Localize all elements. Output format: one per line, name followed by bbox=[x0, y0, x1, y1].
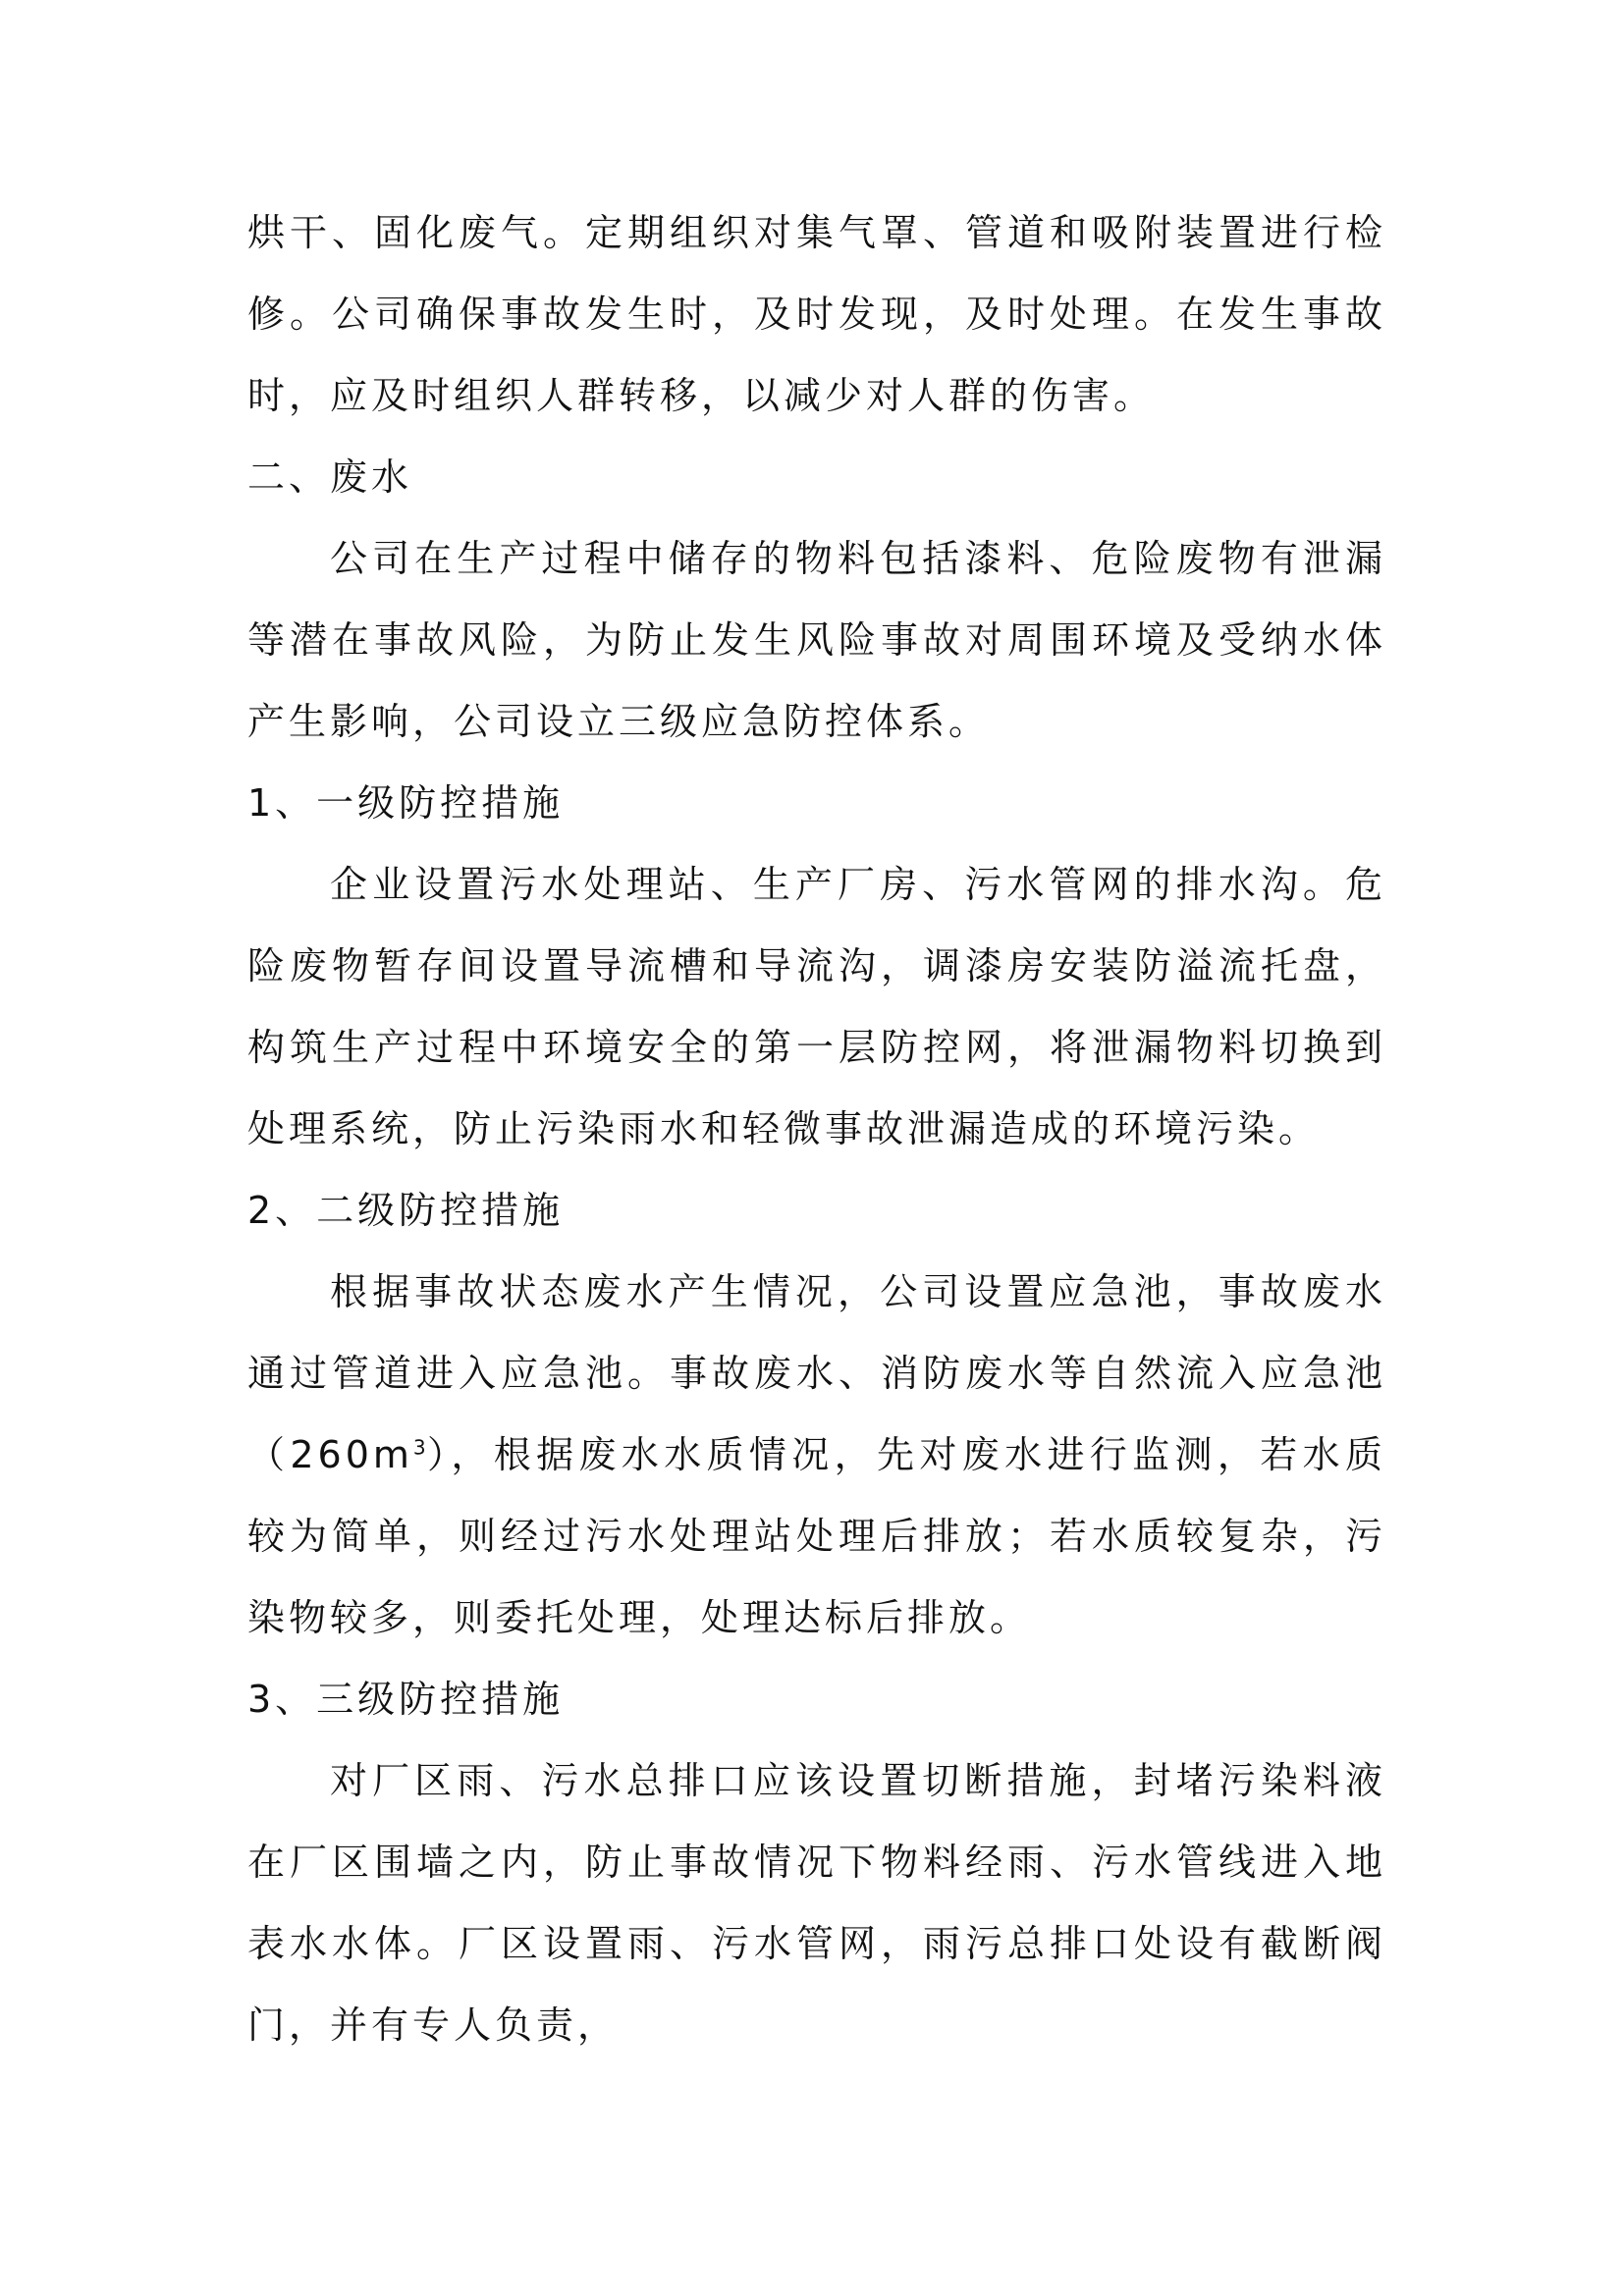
paragraph-level-2-measures bbox=[247, 1252, 1386, 1659]
document-body bbox=[247, 192, 1386, 2066]
paragraph-level-2-text-after: ），根据废水水质情况，先对废水进行监测，若水质较为简单，则经过污水处理站处理后排放；若水质较复杂，污染物较多，则委托处理，处理达标后排放。 bbox=[247, 1433, 1386, 1639]
subheading-level-1-measures: 1、一级防控措施 bbox=[247, 781, 565, 825]
subheading-level-3-measures: 3、三级防控措施 bbox=[247, 1678, 565, 1721]
paragraph-level-2-text-before: 根据事故状态废水产生情况，公司设置应急池，事故废水通过管道进入应急池。事故废水、消防废水等自然流入应急池（260m bbox=[247, 1270, 1386, 1476]
paragraph-level-3-measures: 对厂区雨、污水总排口应该设置切断措施，封堵污染料液在厂区围墙之内，防止事故情况下物料经雨、污水管线进入地表水水体。厂区设置雨、污水管网，雨污总排口处设有截断阀门，并有专人负责， bbox=[247, 1759, 1386, 2047]
paragraph-waste-gas-continued: 烘干、固化废气。定期组织对集气罩、管道和吸附装置进行检修。公司确保事故发生时，及时发现，及时处理。在发生事故时，应及时组织人群转移，以减少对人群的伤害。 bbox=[247, 211, 1386, 417]
section-heading-wastewater: 二、废水 bbox=[247, 455, 413, 499]
paragraph-wastewater-intro: 公司在生产过程中储存的物料包括漆料、危险废物有泄漏等潜在事故风险，为防止发生风险事故对周围环境及受纳水体产生影响，公司设立三级应急防控体系。 bbox=[247, 537, 1386, 743]
superscript-cubic: 3 bbox=[412, 1435, 426, 1460]
paragraph-level-1-measures: 企业设置污水处理站、生产厂房、污水管网的排水沟。危险废物暂存间设置导流槽和导流沟，调漆房安装防溢流托盘，构筑生产过程中环境安全的第一层防控网，将泄漏物料切换到处理系统，防止污染雨水和轻微事故泄漏造成的环境污染。 bbox=[247, 863, 1386, 1150]
subheading-level-2-measures: 2、二级防控措施 bbox=[247, 1189, 565, 1232]
